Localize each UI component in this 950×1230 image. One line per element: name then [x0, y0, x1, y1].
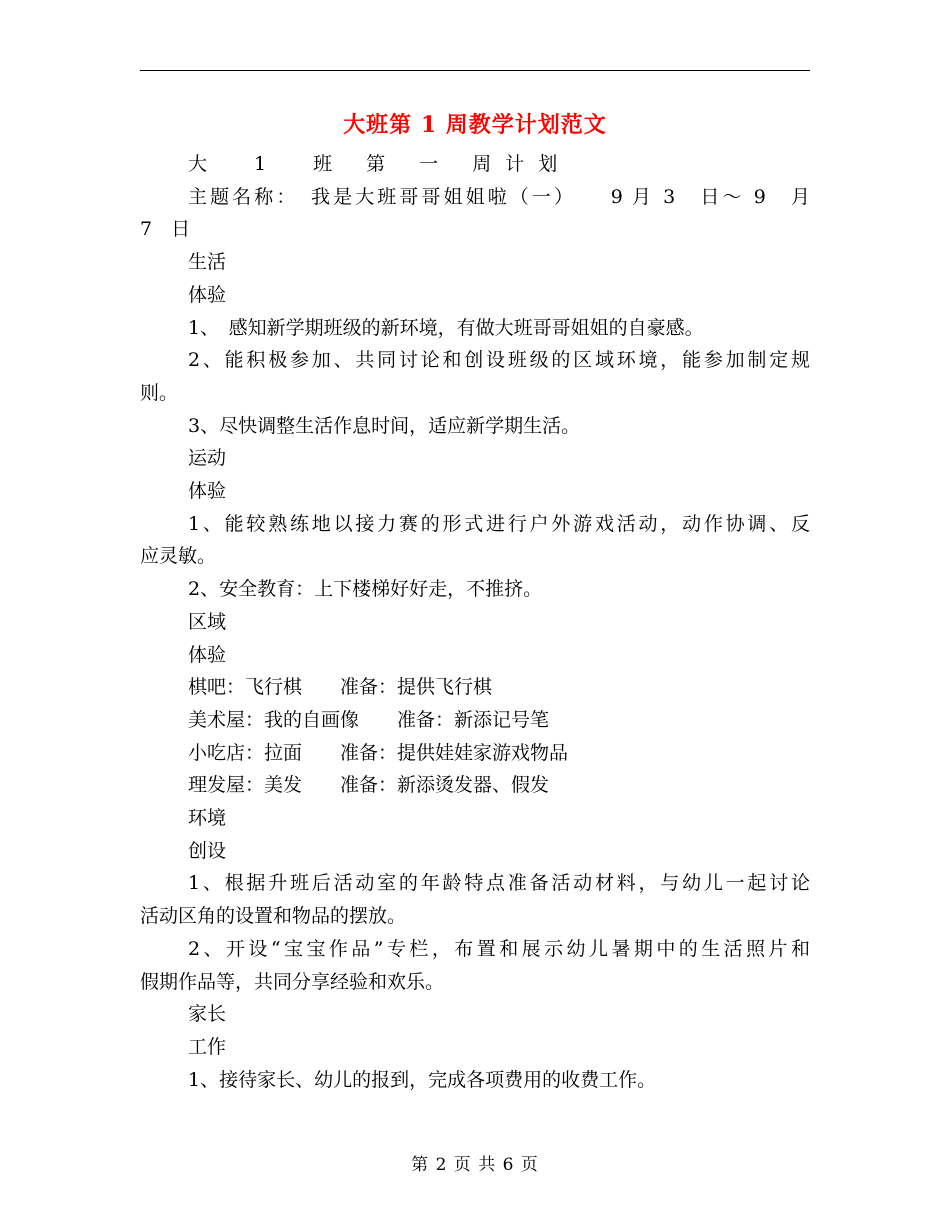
section-heading-environment: 环境	[188, 807, 227, 830]
theme-line-cont: 7 日	[140, 218, 191, 241]
document-body	[140, 148, 810, 1096]
section-heading-life: 生活	[188, 251, 227, 274]
theme-line: 主题名称： 我是大班哥哥姐姐啦（一） 9 月 3 日～ 9 月	[188, 185, 810, 208]
paragraph-cont: 则。	[140, 381, 179, 404]
paragraph-cont: 假期作品等，共同分享经验和欢乐。	[140, 970, 445, 993]
section-heading-sport: 运动	[188, 447, 227, 470]
paragraph: 3、尽快调整生活作息时间，适应新学期生活。	[188, 414, 581, 437]
paragraph: 1、接待家长、幼儿的报到，完成各项费用的收费工作。	[188, 1068, 657, 1091]
paragraph: 1、根据升班后活动室的年龄特点准备活动材料，与幼儿一起讨论	[188, 872, 810, 895]
paragraph: 1、能较熟练地以接力赛的形式进行户外游戏活动，动作协调、反	[188, 512, 810, 535]
document-title: 大班第 1 周教学计划范文	[343, 112, 607, 138]
week-plan-heading: 大 1 班 第 一 周计划	[188, 153, 572, 175]
area-item: 小吃店：拉面 准备：提供娃娃家游戏物品	[188, 741, 569, 764]
paragraph: 1、 感知新学期班级的新环境，有做大班哥哥姐姐的自豪感。	[188, 316, 704, 339]
section-heading-environment-2: 创设	[188, 839, 227, 862]
paragraph: 2、安全教育：上下楼梯好好走，不推挤。	[188, 578, 543, 601]
section-heading-life-2: 体验	[188, 283, 227, 306]
section-heading-area: 区域	[188, 610, 227, 633]
section-heading-parents: 家长	[188, 1003, 227, 1026]
area-item: 美术屋：我的自画像 准备：新添记号笔	[188, 708, 550, 731]
section-heading-area-2: 体验	[188, 643, 227, 666]
header-rule	[140, 70, 810, 71]
area-item: 棋吧：飞行棋 准备：提供飞行棋	[188, 676, 493, 699]
paragraph-cont: 应灵敏。	[140, 545, 217, 568]
paragraph: 2、能积极参加、共同讨论和创设班级的区域环境，能参加制定规	[188, 349, 810, 372]
section-heading-parents-2: 工作	[188, 1035, 227, 1058]
paragraph: 2、开设“宝宝作品”专栏，布置和展示幼儿暑期中的生活照片和	[188, 937, 810, 960]
area-item: 理发屋：美发 准备：新添烫发器、假发	[188, 774, 550, 797]
page-number: 第 2 页 共 6 页	[411, 1155, 539, 1175]
section-heading-sport-2: 体验	[188, 480, 227, 503]
paragraph-cont: 活动区角的设置和物品的摆放。	[140, 905, 407, 928]
